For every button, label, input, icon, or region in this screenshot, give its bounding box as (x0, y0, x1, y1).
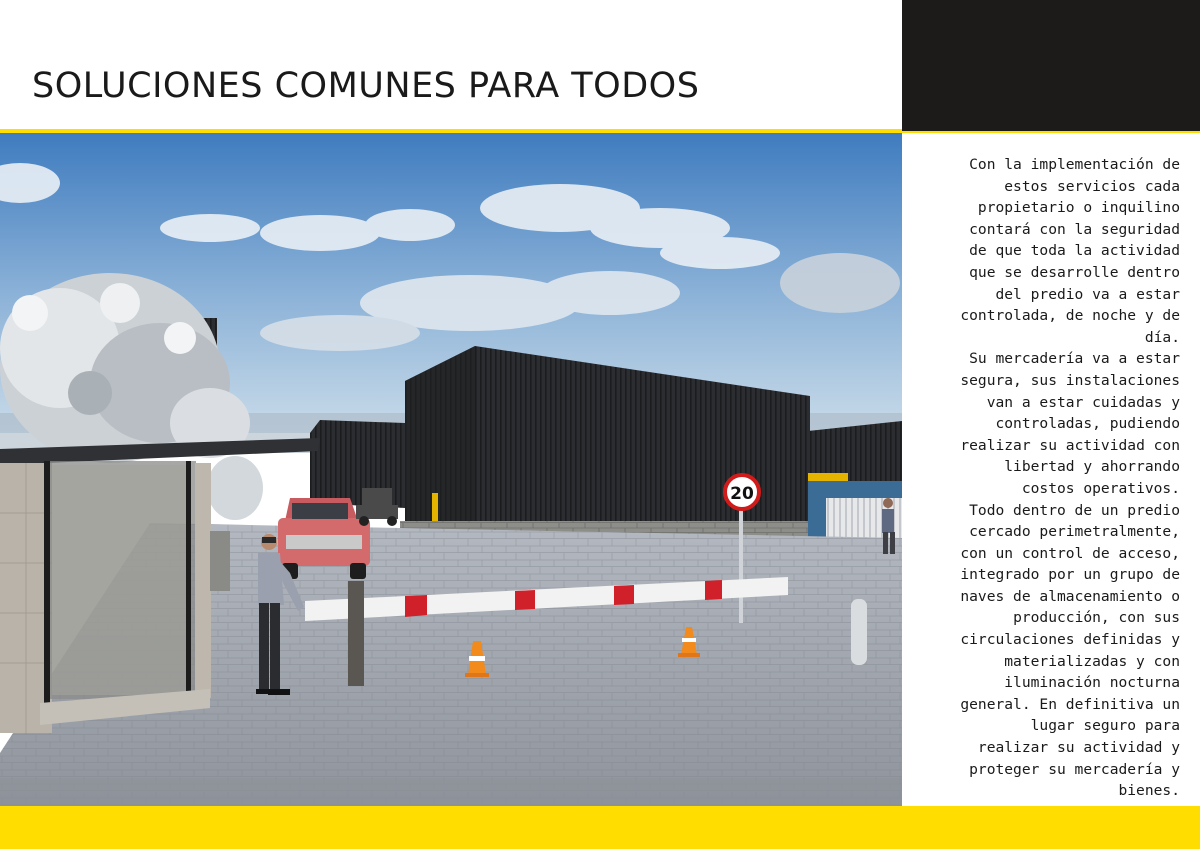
footer-yellow-band (0, 806, 1200, 849)
forklift (356, 488, 398, 526)
description-text (960, 154, 1180, 802)
paragraph-3: Todo dentro de un predio cercado perimetralmente, con un control de acceso, integrado por un grupo de naves de almacenamiento o producción, con sus circulaciones definidas y materializadas y con iluminación nocturna general. En definitiva un lugar seguro para realizar su actividad y proteger su mercadería y bienes. (960, 501, 1180, 800)
paragraph-1: Con la implementación de estos servicios cada propietario o inquilino contará con la seguridad de que toda la actividad que se desarrolle dentro del predio va a estar controlada, de noche y de día. (960, 156, 1180, 346)
bollard (851, 599, 867, 665)
header-black-block (902, 0, 1200, 131)
paragraph-2: Su mercadería va a estar segura, sus instalaciones van a estar cuidadas y controladas, pudiendo realizar su actividad con libertad y ahorrando costos operativos. (960, 350, 1180, 497)
title-underline-right (902, 131, 1200, 133)
speed-limit-value: 20 (730, 484, 754, 504)
page-title: SOLUCIONES COMUNES PARA TODOS (32, 66, 700, 106)
site-entrance-render (0, 133, 902, 806)
